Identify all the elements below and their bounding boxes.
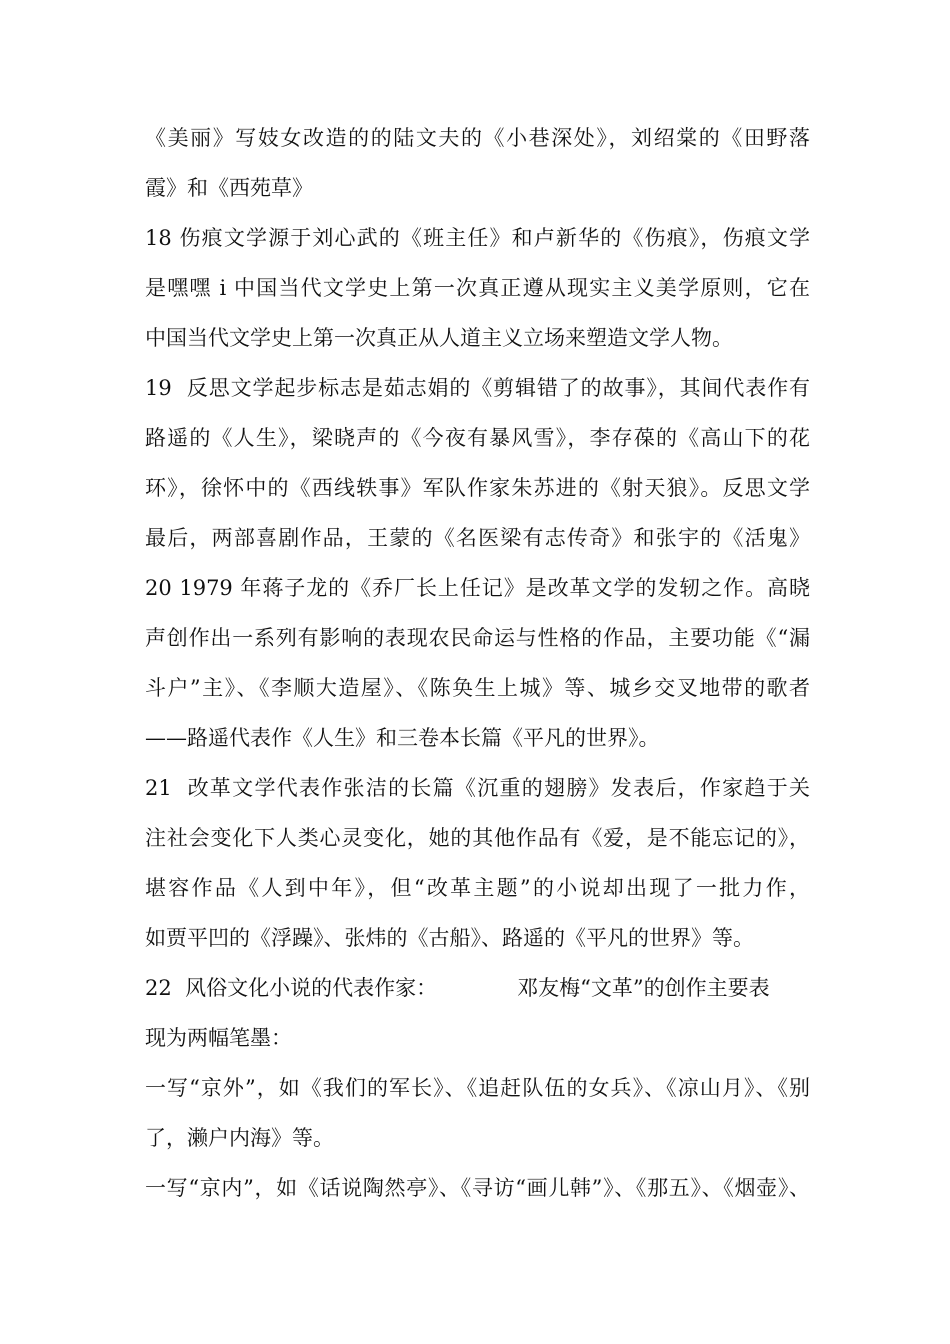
text-line: 22 风俗文化小说的代表作家： 邓友梅“文革”的创作主要表 [145,976,770,1000]
text-line: 一写“京外”，如《我们的军长》、《追赶队伍的女兵》、《凉山月》、《别 [145,1076,810,1100]
text-line: 了，濑户内海》等。 [145,1126,334,1150]
text-line: 18 伤痕文学源于刘心武的《班主任》和卢新华的《伤痕》，伤痕文学 [145,226,810,250]
text-line: 现为两幅笔墨： [145,1026,292,1050]
text-line: 斗户”主》、《李顺大造屋》、《陈奂生上城》等、城乡交叉地带的歌者 [145,676,810,700]
text-line: ——路遥代表作《人生》和三卷本长篇《平凡的世界》。 [145,726,660,750]
text-line: 环》，徐怀中的《西线轶事》军队作家朱苏进的《射天狼》。反思文学 [145,476,810,500]
text-line: 路遥的《人生》，梁晓声的《今夜有暴风雪》，李存葆的《高山下的花 [145,426,810,450]
text-line: 堪容作品《人到中年》，但“改革主题”的小说却出现了一批力作， [145,876,810,900]
text-line: 19 反思文学起步标志是茹志娟的《剪辑错了的故事》，其间代表作有 [145,376,810,400]
text-line: 是嘿嘿 i 中国当代文学史上第一次真正遵从现实主义美学原则，它在 [145,276,810,300]
text-line: 注社会变化下人类心灵变化，她的其他作品有《爱，是不能忘记的》， [145,826,810,850]
text-line: 声创作出一系列有影响的表现农民命运与性格的作品，主要功能《“漏 [145,626,810,650]
text-line: 霞》和《西苑草》 [145,176,313,200]
text-line: 20 1979 年蒋子龙的《乔厂长上任记》是改革文学的发轫之作。高晓 [145,576,810,600]
text-line: 21 改革文学代表作张洁的长篇《沉重的翅膀》发表后，作家趋于关 [145,776,810,800]
text-line: 中国当代文学史上第一次真正从人道主义立场来塑造文学人物。 [145,326,733,350]
text-line: 一写“京内”，如《话说陶然亭》、《寻访“画儿韩”》、《那五》、《烟壶》、 [145,1176,810,1200]
text-line: 《美丽》写妓女改造的的陆文夫的《小巷深处》，刘绍棠的《田野落 [145,126,810,150]
text-line: 如贾平凹的《浮躁》、张炜的《古船》、路遥的《平凡的世界》等。 [145,926,754,950]
document-body [145,118,810,1218]
text-line: 最后，两部喜剧作品，王蒙的《名医梁有志传奇》和张宇的《活鬼》 [145,526,810,550]
